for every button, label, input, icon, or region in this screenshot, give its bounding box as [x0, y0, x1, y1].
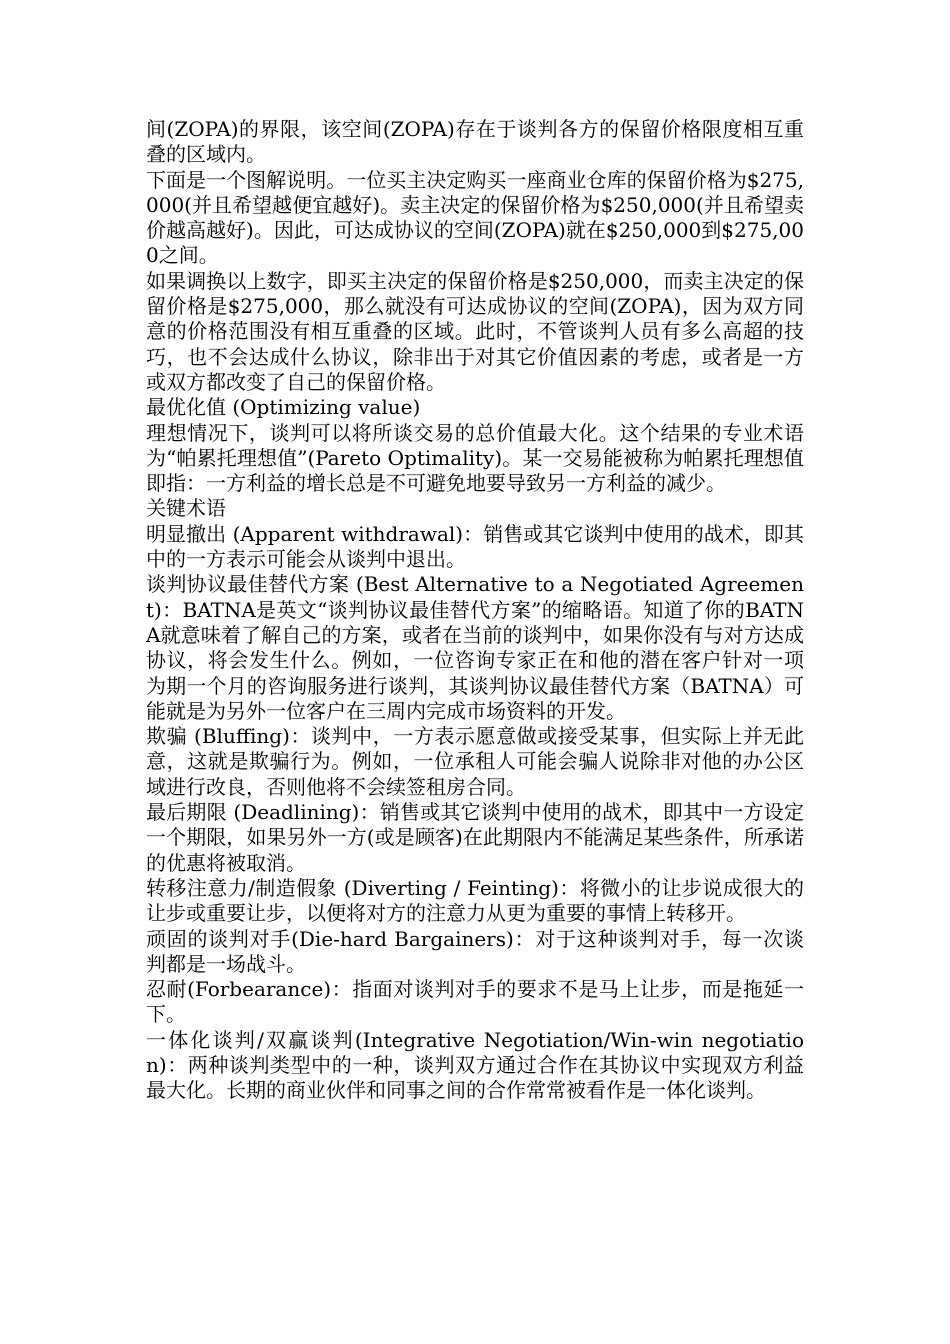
term-forbearance: 忍耐(Forbearance)：指面对谈判对手的要求不是马上让步，而是拖延一下。	[146, 977, 804, 1027]
term-die-hard-bargainers: 顽固的谈判对手(Die-hard Bargainers)：对于这种谈判对手，每一次谈判都是一场战斗。	[146, 926, 804, 976]
term-integrative-negotiation: 一体化谈判/双赢谈判(Integrative Negotiation/Win-win negotiation)：两种谈判类型中的一种，谈判双方通过合作在其协议中实现双方利益最大化。长期的商业伙伴和同事之间的合作常常被看作是一体化谈判。	[146, 1027, 804, 1103]
term-bluffing: 欺骗 (Bluffing)：谈判中，一方表示愿意做或接受某事，但实际上并无此意，这就是欺骗行为。例如，一位承租人可能会骗人说除非对他的办公区域进行改良，否则他将不会续签租房合同。	[146, 724, 804, 799]
paragraph-no-zopa: 如果调换以上数字，即买主决定的保留价格是$250,000，而卖主决定的保留价格是$275,000，那么就没有可达成协议的空间(ZOPA)，因为双方同意的价格范围没有相互重叠的区域。此时，不管谈判人员有多么高超的技巧，也不会达成什么协议，除非出于对其它价值因素的考虑，或者是一方或双方都改变了自己的保留价格。	[146, 268, 804, 394]
heading-optimizing-value: 最优化值 (Optimizing value)	[146, 395, 421, 420]
paragraph-pareto: 理想情况下，谈判可以将所谈交易的总价值最大化。这个结果的专业术语为“帕累托理想值”(Pareto Optimality)。某一交易能被称为帕累托理想值即指：一方利益的增长总是不可避免地要导致另一方利益的减少。	[146, 420, 804, 496]
term-batna: 谈判协议最佳替代方案 (Best Alternative to a Negotiated Agreement)：BATNA是英文“谈判协议最佳替代方案”的缩略语。知道了你的BATNA就意味着了解自己的方案，或者在当前的谈判中，如果你没有与对方达成协议，将会发生什么。例如，一位咨询专家正在和他的潜在客户针对一项为期一个月的咨询服务进行谈判，其谈判协议最佳替代方案（BATNA）可能就是为另外一位客户在三周内完成市场资料的开发。	[146, 572, 804, 723]
heading-key-terms: 关键术语	[146, 496, 226, 521]
term-apparent-withdrawal: 明显撤出 (Apparent withdrawal)：销售或其它谈判中使用的战术，即其中的一方表示可能会从谈判中退出。	[146, 521, 804, 572]
term-diverting-feinting: 转移注意力/制造假象 (Diverting / Feinting)：将微小的让步说成很大的让步或重要让步，以便将对方的注意力从更为重要的事情上转移开。	[146, 875, 804, 926]
paragraph-zopa-example: 下面是一个图解说明。一位买主决定购买一座商业仓库的保留价格为$275,000(并且希望越便宜越好)。卖主决定的保留价格为$250,000(并且希望卖价越高越好)。因此，可达成协议的空间(ZOPA)就在$250,000到$275,000之间。	[146, 167, 804, 268]
paragraph-zopa-definition: 间(ZOPA)的界限，该空间(ZOPA)存在于谈判各方的保留价格限度相互重叠的区域内。	[146, 117, 804, 167]
term-deadlining: 最后期限 (Deadlining)：销售或其它谈判中使用的战术，即其中一方设定一个期限，如果另外一方(或是顾客)在此期限内不能满足某些条件，所承诺的优惠将被取消。	[146, 800, 804, 875]
document-body	[146, 117, 804, 1104]
